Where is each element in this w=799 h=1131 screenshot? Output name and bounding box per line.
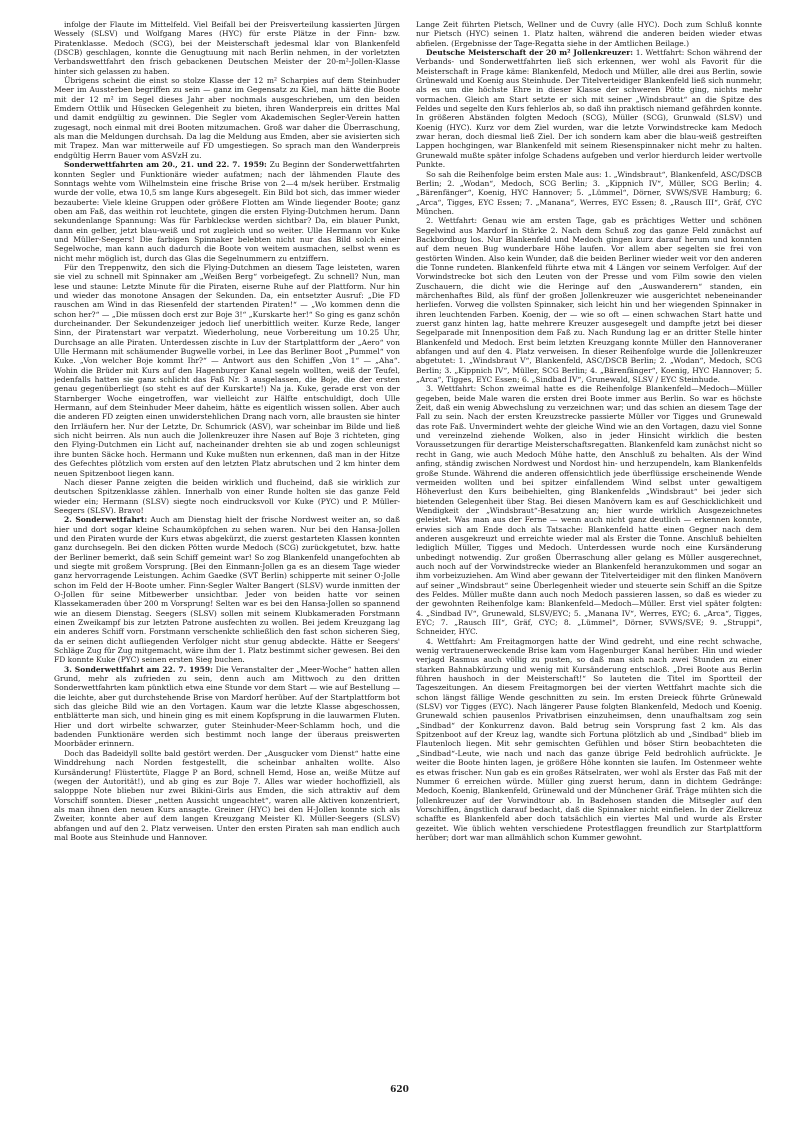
right-column-paragraph bbox=[416, 216, 762, 384]
left-column-paragraph bbox=[54, 515, 400, 665]
left-column-paragraph bbox=[54, 665, 400, 749]
paragraph-text: 2. Wettfahrt: Genau wie am ersten Tage, gab es prächtiges Wetter und schönen Segelwind aus Mardorf in Stärke 2. Nach dem Schuß zog das ganze Feld zunächst auf Backbordbug los. Nur Blankenfeld und Medoch gingen kurz darauf herum und konnten auf dem neuen Bug wunderbare Höhe laufen. Vor allem aber segelten sie frei von gestörten Winden. Also kein Wunder, daß die beiden Berliner wieder weit vor den anderen die Tonne rundeten. Blankenfeld führte etwa mit 4 Längen vor seinem Verfolger. Auf der Vorwindstrecke bot sich den Leuten von der Presse und vom Film sowie den vielen Zuschauern, die dicht wie die Heringe auf den „Auswanderern“ standen, ein märchenhaftes Bild, als fünf der großen Jollenkreuzer wie ausgerichtet nebeneinander herliefen. Vorweg die vollsten Spinnaker, sich leicht hin und her wiegenden Spinnaker in ihren leuchtenden Farben. Koenig, der — wie so oft — einen schwachen Start hatte und zuerst ganz hinten lag, hatte mehrere Kreuzer ausgesegelt und dampfte jetzt bei dieser Segelparade mit Innenposition dem Faß zu. Nach Rundung lag er an dritter Stelle hinter Blankenfeld und Medoch. Erst beim letzten Kreuzgang konnte Müller den Hannoveraner abfangen und auf den 4. Platz verweisen. In dieser Reihenfolge wurde die Jollenkreuzer abgetutet: 1. „Windsbraut V“, Blankenfeld, ASC/DSCB Berlin; 2. „Wodan“, Medoch, SCG Berlin; 3. „Kippnich IV“, Müller, SCG Berlin; 4. „Bärenfänger“, Koenig, HYC Hannover; 5. „Arca“, Tigges, EYC Essen; 6. „Sindbad IV“, Grunewald, SLSV / EYC Steinhude. bbox=[416, 216, 762, 385]
paragraph-text: Zu Beginn der Sonderwettfahrten konnten Segler und Funktionäre wieder aufatmen; nach der lähmenden Flaute des Sonntags wehte vom Wilhelmstein eine frische Brise von 2—4 m/sek herüber. Erstmalig wurde der volle, etwa 10,5 sm lange Kurs abgesegelt. Ein Bild bot sich, das immer wieder bezauberte: Viele kleine Gruppen oder größere Flotten am Winde liegender Boote; ganz oben am Faß, das weithin rot leuchtete, gingen die ersten Flying-Dutchmen herum. Dann sekundenlange Spannung: Was für Farbkleckse werden sichtbar? Da, ein blauer Punkt, dann ein gelber, jetzt blau-weiß und rot zugleich und so weiter. Ulle Hermann vor Kuke und Müller-Seegers! Die farbigen Spinnaker belebten nicht nur das Bild solch einer Segelwoche, man kann auch dadurch die Boote von weitem ausmachen, selbst wenn es nicht mehr möglich ist, durch das Glas die Segelnummern zu entziffern. bbox=[54, 160, 400, 263]
paragraph-text: 3. Wettfahrt: Schon zweimal hatte es die Reihenfolge Blankenfeld—Medoch—Müller gegeben, beide Male waren die ersten drei Boote immer aus Berlin. So war es höchste Zeit, daß ein wenig Abwechslung zu verzeichnen war; und das schien an diesem Tage der Fall zu sein. Nach der ersten Kreuzstrecke passierte Müller vor Tigges und Grunewald das rote Faß. Unvermindert wehte der gleiche Wind wie an den Vortagen, dazu viel Sonne und vereinzelnd ziehende Wolken, also in jeder Hinsicht wirklich die besten Voraussetzungen für derartige Meisterschaftsregatten. Blankenfeld kam zunächst nicht so recht in Gang, wie auch Medoch Mühe hatte, den Anschluß zu behalten. Als der Wind anfing, ständig zwischen Nordwest und Nordost hin- und herzupendeln, kam Blankenfelds große Stunde. Während die anderen offensichtlich jede überflüssige erscheinende Wende vermeiden wollten und bei spitzer einfallendem Wind selbst unter gewaltigem Höheverlust den Kurs beibehielten, ging Blankenfelds „Windsbraut“ bei jeder sich bietenden Gelegenheit über Stag. Bei diesen Manövern kam es auf Geschicklichkeit und Wendigkeit der „Windsbraut“-Besatzung an; hier wurde wirklich Ausgezeichnetes geleistet. Was man aus der Ferne — wenn auch nicht ganz deutlich — erkennen konnte, erwies sich am Ende doch als Tatsache: Blankenfeld hatte einen Gegner nach dem anderen ausgekreuzt und erreichte wieder mal als Erster die Tonne. Anschluß behielten lediglich Müller, Tigges und Medoch. Unterdessen wurde noch eine Kursänderung unbedingt notwendig. Zur großen Überraschung aller gelang es Müller ausgerechnet, auch noch auf der Vorwindstrecke wieder an Blankenfeld heranzukommen und sogar an ihm vorbeizuziehen. Am Wind aber gewann der Titelverteidiger mit den flinken Manövern auf seiner „Windsbraut“ seine Überlegenheit wieder und steuerte sein Schiff an die Spitze des Feldes. Müller mußte dann auch noch Medoch passieren lassen, so daß es wieder zu der gewohnten Reihenfolge kam: Blankenfeld—Medoch—Müller. Erst viel später folgten: 4. „Sindbad IV“, Grunewald, SLSV/EYC; 5. „Manana IV“, Werres, EYC; 6. „Arca“, Tigges, EYC; 7. „Rausch III“, Gräf, CYC; 8. „Lümmel“, Dörner, SVWS/SVE; 9. „Struppi“, Schneider, HYC. bbox=[416, 384, 762, 637]
left-column-paragraph bbox=[54, 160, 400, 263]
paragraph-text: So sah die Reihenfolge beim ersten Male aus: 1. „Windsbraut“, Blankenfeld, ASC/DSCB Berlin; 2. „Wodan“, Medoch, SCG Berlin; 3. „Kippnich IV“, Müller, SCG Berlin; 4. „Bärenfänger“, Koenig, HYC Hannover; 5. „Lümmel“, Dörner, SVWS/SVE Hamburg; 6. „Arca“, Tigges, EYC Essen; 7. „Manana“, Werres, EYC Essen; 8. „Rausch III“, Gräf, CYC München. bbox=[416, 169, 762, 216]
section-heading: 2. Sonderwettfahrt: bbox=[64, 515, 148, 525]
section-heading: 3. Sonderwettfahrt am 22. 7. 1959: bbox=[64, 664, 213, 674]
text-columns bbox=[54, 20, 762, 1100]
left-column-paragraph bbox=[54, 76, 400, 160]
paragraph-text: Übrigens scheint die einst so stolze Klasse der 12 m² Scharpies auf dem Steinhuder Meer im Aussterben begriffen zu sein — ganz im Gegensatz zu Kiel, man hätte die Boote mit der 12 m² im Segel dieses Jahr aber nochmals ausgeschrieben, um den beiden Emdern Ottlik und Hüsecken Gelegenheit zu bieten, ihren Wanderpreis ein drittes Mal und damit endgültig zu gewinnen. Die Segler vom Akademischen Segler-Verein hatten zugesagt, noch einmal mit drei Booten mitzumachen. Groß war daher die Überraschung, als man die Meldungen durchsah. Da lag die Meldung aus Emden, aber sie avisierten sich mit Trapez. Man war mitterweile auf FD umgestiegen. So sprach man den Wanderpreis endgültig Herrn Bauer vom ASVzH zu. bbox=[54, 76, 400, 160]
paragraph-text: 1. Wettfahrt: Schon während der Verbands- und Sonderwettfahrten ließ sich erkennen, wer wohl als Favorit für die Meisterschaft in Frage käme: Blankenfeld, Medoch und Müller, alle drei aus Berlin, sowie Grünewald und Koenig aus Steinhude. Der Titelverteidiger Blankenfeld ließ sich nunmehr, als es um die höchste Ehre in dieser Klasse der schweren Pötte ging, nichts mehr vormachen. Gleich am Start setzte er sich mit seiner „Windsbraut“ an die Spitze des Feldes und segelte den Kurs fehlerlos ab, so daß ihn praktisch niemand gefährden konnte. In größeren Abständen folgten Medoch (SCG), Müller (SCG), Grunwald (SLSV) und Koenig (HYC). Kurz vor dem Ziel wurden, war die letzte Vorwindstrecke kam Medoch zwar heran, doch diesmal ließ Ziel. Der ich sondern kam aber die blau-weiß gestreiften Lappen hochgingen, war Blankenfeld mit seinem Riesenspinnaker nicht mehr zu halten. Grunewald mußte später infolge Schadens aufgeben und verlor hierdurch leider wertvolle Punkte. bbox=[416, 48, 762, 170]
left-column bbox=[54, 20, 400, 1100]
right-column-paragraph bbox=[416, 170, 762, 217]
paragraph-text: Doch das Badeidyll sollte bald gestört werden. Der „Ausgucker vom Dienst“ hatte eine Winddrehung nach Norden festgestellt, die scheinbar anhalten wollte. Also Kursänderung! Flüstertüte, Flagge P an Bord, schnell Hemd, Hose an, weiße Mütze auf (wegen der Autorität!), und ab ging es zur Boje 7. Alles war wieder hochoffiziell, als salopppe Note blieben nur zwei Bikini-Girls aus Emden, die sich attraktiv auf dem Vorschiff sonnten. Dieser „netten Aussicht ungeachtet“, waren alle Aktiven konzentriert, als man ihnen den neuen Kurs ansagte. Greiner (HYC) bei den H-Jollen konnte sich als Zweiter, konnte aber auf dem langen Kreuzgang Meister Kl. Müller-Seegers (SLSV) abfangen und auf den 2. Platz verweisen. Unter den ersten Piraten sah man endlich auch mal Boote aus Steinhude und Hannover. bbox=[54, 748, 400, 842]
left-column-paragraph bbox=[54, 749, 400, 842]
left-column-paragraph bbox=[54, 20, 400, 76]
paragraph-text: Lange Zeit führten Pietsch, Wellner und de Cuvry (alle HYC). Doch zum Schluß konnte nur Pietsch (HYC) seinen 1. Platz halten, während die anderen beiden wieder etwas abfielen. (Ergebnisse der Tage-Regatta siehe in der Amtlichen Beilage.) bbox=[416, 20, 762, 48]
paragraph-text: Für den Treppenwitz, den sich die Flying-Dutchmen an diesem Tage leisteten, waren sie viel zu schnell mit Spinnaker am „Weißen Berg“ vorbeigefegt. Zu schnell? Nun, man lese und staune: Letzte Minute für die Piraten, eiserne Ruhe auf der Plattform. Nur hin und wieder das monotone Ansagen der Sekunden. Da, ein entsetzter Ausruf: „Die FD rauschen am Wind in das Riesenfeld der startenden Piraten!“ — „Wo kommen denn die schon her?“ — „Die müssen doch erst zur Boje 3!“ „Kurskarte her!“ So ging es ganz schön durcheinander. Der Sekundenzeiger jedoch lief unerbittlich weiter. Kurze Rede, langer Sinn, der Piratenstart war verpatzt. Wiederholung, neue Vorbereitung um 10.25 Uhr, Durchsage an alle Piraten. Unterdessen zischte in Luv der Startplattform der „Aero“ von Ulle Hermann mit schäumender Bugwelle vorbei, in Lee das Berliner Boot „Pummel“ von Kuke. „Von welcher Boje kommt Ihr?“ — Antwort aus den Schiffen „Von 1“ — „Aha“. Wohin die Brüder mit Kurs auf den Hagenburger Kanal segeln wollten, weiß der Teufel, jedenfalls hatten sie ganz schlicht das Faß Nr. 3 ausgelassen, die Boje, die der ersten genau gegenüberliegt (so steht es auf der Kurskarte!) Na ja. Kuke, gerade erst von der Starnberger Woche eingetroffen, war vielleicht zur Hälfte entschuldigt, doch Ulle Hermann, auf dem Steinhuder Meer daheim, hätte es eigentlich wissen sollen. Aber auch die anderen FD zeigten einen unwiderstehlichen Drang nach vorn, alle brausten sie hinter den Irrläufern her. Nur der Letzte, Dr. Schumrick (ASV), war scheinbar im Bilde und ließ sich nicht beirren. Als nun auch die Jollenkreuzer ihre Nasen auf Boje 3 richteten, ging den Flying-Dutchmen ein Licht auf, nacheinander drehten sie ab und zogen schleunigst ihre bunten Säcke hoch. Hermann und Kuke mußten nun erkennen, daß man in der Hitze des Gefechtes plötzlich vom ersten auf den letzten Platz abrutschen und 2 km hinter dem neuen Spitzenboot liegen kann. bbox=[54, 262, 400, 478]
section-heading: Deutsche Meisterschaft der 20 m² Jollenkreuzer: bbox=[426, 48, 634, 58]
paragraph-text: Die Veranstalter der „Meer-Woche“ hatten allen Grund, mehr als zufrieden zu sein, denn auch am Mittwoch zu den dritten Sonderwettfahrten kam pünktlich etwa eine Stunde vor dem Start — wie auf Bestellung — die leichte, aber gut durchstehende Brise von Mardorf herüber. Auf der Startplattform bot sich das gleiche Bild wie an den Vortagen. Kaum war die letzte Klasse abgeschossen, entblätterte man sich, und hinein ging es mit einem Kopfsprung in die lauwarmen Fluten. Hier und dort wirbelte schwarzer, guter Steinhuder-Meer-Schlamm hoch, und die badenden Funktionäre werden sich bestimmt noch lange der überaus preiswerten Moorbäder erinnern. bbox=[54, 664, 400, 749]
section-heading: Sonderwettfahrten am 20., 21. und 22. 7. 1959: bbox=[64, 160, 267, 170]
right-column-paragraph bbox=[416, 20, 762, 48]
paragraph-text: 4. Wettfahrt: Am Freitagmorgen hatte der Wind gedreht, und eine recht schwache, wenig vertrauenerweckende Brise kam vom Hagenburger Kanal herüber. Hin und wieder verjagd Rasmus auch völlig zu pusten, so daß man sich nach zwei Stunden zu einer starken Bahnabkürzung und wenig mit Kursänderung entschloß. „Drei Boote aus Berlin führen haushoch in der Meisterschaft!“ So lauteten die Titel im Sportteil der Tageszeitungen. An diesem Freitagmorgen bei der vierten Wettfahrt machte sich die schon längst fällige Wende geschnitten zu sein. Im ersten Dreieck führte Grünewald (SLSV) vor Tigges (EYC). Nach längerer Pause folgten Blankenfeld, Medoch und Koenig. Grunewald schien pausenlos Privatbrisen einzuheimsen, denn unaufhaltsam zog sein „Sindbad“ der Konkurrenz davon. Bald betrug sein Vorsprung fast 2 km. Als das Spitzenboot auf der Kreuz lag, wandte sich Fortuna plötzlich ab und „Sindbad“ blieb im Flautenloch liegen. Mit sehr gemischten Gefühlen und böser Stirn beobachteten die „Sindbad“-Leute, wie nach und nach das ganze übrige Feld bedrohlich aufrückte. Je weiter die Boote hinten lagen, je größere Höhe konnten sie laufen. Im Ostenmeer wehte es etwas frischer. Nun gab es ein großes Rätselraten, wer wohl als Erster das Faß mit der Nummer 6 erreichen würde. Müller ging zuerst herum, dann in dichtem Gedränge: Medoch, Koenig, Blankenfeld, Grünewald und der Münchener Gräf. Träge mühten sich die Jollenkreuzer auf der Vorwindtour ab. In Badehosen standen die Mitsegler auf den Vorschiffen, ängstlich darauf bedacht, daß die Spinnaker nicht einfielen. In der Zielkreuz schaffte es Blankenfeld aber doch tatsächlich ein viertes Mal und wurde als Erster gezeitet. Wie üblich wehten verschiedene Protestflaggen freundlich zur Startplattform herüber; dort war man allmählich schon Kummer gewohnt. bbox=[416, 636, 762, 842]
paragraph-text: Auch am Dienstag hielt der frische Nordwest weiter an, so daß hier und dort sogar kleine Schaumköpfchen zu sehen waren. Nur bei den Hansa-Jollen und den Piraten wurde der Kurs etwas abgekürzt, die zuerst gestarteten Klassen konnten ganz durchsegeln. Bei den dicken Pötten wurde Medoch (SCG) zurückgetutet, bzw. hatte der Berliner bemerkt, daß sein Schiff gemeint war! So zog Blankenfeld unangefochten ab und siegte mit großem Vorsprung. [Bei den Einmann-Jollen ga es an diesem Tage wieder ganz hervorragende Leistungen. Achim Gaedke (SVT Berlin) schipperte mit seiner O-Jolle schon im Feld der H-Boote umher. Finn-Segler Walter Bangert (SLSV) wurde inmitten der O-Jollen für seine Mitbewerber unsichtbar. Jeder von beiden hatte vor seinen Klassekameraden über 200 m Vorsprung! Selten war es bei den Hansa-Jollen so spannend wie an diesem Dienstag. Seegers (SLSV) sollen mit seinem Klubkameraden Forstmann einen Zweikampf bis zur letzten Patrone ausfechten zu wollen. Bei jedem Kreuzgang lag ein anderes Schiff vorn. Forstmann verschenkte schließlich den fast schon sicheren Sieg, da er seinen dicht aufliegenden Verfolger nicht stur genug abdeckte. Hätte er Seegers' Schläge Zug für Zug mitgemacht, wäre ihm der 1. Platz bestimmt sicher gewesen. Bei den FD konnte Kuke (PYC) seinen ersten Sieg buchen. bbox=[54, 515, 400, 665]
right-column-paragraph bbox=[416, 637, 762, 843]
right-column-paragraph bbox=[416, 48, 762, 169]
page-number: 620 bbox=[390, 1085, 409, 1095]
left-column-paragraph bbox=[54, 478, 400, 515]
left-column-paragraph bbox=[54, 263, 400, 478]
right-column-paragraph bbox=[416, 384, 762, 636]
paragraph-text: infolge der Flaute im Mittelfeld. Viel Beifall bei der Preisverteilung kassierten Jürgen Wessely (SLSV) und Wolfgang Mares (HYC) für erste Plätze in der Finn- bzw. Piratenklasse. Medoch (SCG), bei der Meisterschaft jedesmal klar von Blankenfeld (DSCB) geschlagen, konnte die Genugtuung mit nach Berlin nehmen, in der vorletzten Verbandswettfahrt den frisch gebackenen Deutschen Meister der 20-m²-Jollen-Klasse hinter sich gelassen zu haben. bbox=[54, 20, 400, 76]
magazine-page bbox=[54, 20, 762, 1100]
paragraph-text: Nach dieser Panne zeigten die beiden wirklich und flucheind, daß sie wirklich zur deutschen Spitzenklasse zählen. Innerhalb von einer Runde holten sie das ganze Feld wieder ein; Hermann (SLSV) siegte noch eindrucksvoll vor Kuke (PYC) und P. Müller-Seegers (SLSV). Bravo! bbox=[54, 477, 400, 515]
right-column bbox=[416, 20, 762, 1100]
